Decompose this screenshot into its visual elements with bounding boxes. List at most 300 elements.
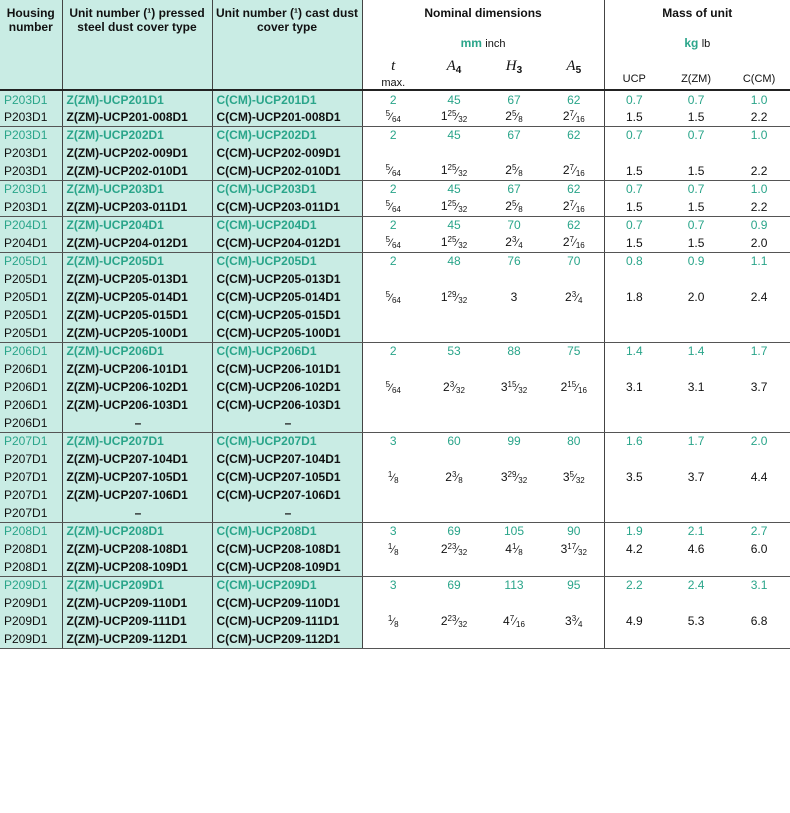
mass-zzm-cell: 3.7 bbox=[687, 470, 705, 484]
a4-header: $A_4$ bbox=[424, 58, 484, 90]
cast-unit-cell: C(CM)-UCP208-108D1 bbox=[212, 540, 362, 558]
h3-cell bbox=[484, 594, 544, 612]
cast-unit-cell: C(CM)-UCP206-103D1 bbox=[212, 396, 362, 414]
a5-cell: 3$^3$⁄4 bbox=[544, 612, 604, 630]
table-row bbox=[0, 180, 790, 198]
a4-cell bbox=[424, 450, 484, 468]
mass-zzm-cell: 2.4 bbox=[687, 578, 705, 593]
t-cell: 2 bbox=[389, 128, 397, 143]
mass-ccm-cell bbox=[728, 306, 790, 324]
mass-zzm-cell: 1.5 bbox=[664, 108, 728, 126]
h3-cell: 67 bbox=[507, 128, 521, 143]
cast-unit-cell: C(CM)-UCP204D1 bbox=[212, 216, 362, 234]
table-row bbox=[0, 252, 790, 270]
t-cell bbox=[362, 360, 424, 378]
pressed-unit-cell: Z(ZM)-UCP209-111D1 bbox=[62, 612, 212, 630]
mass-zzm-cell bbox=[664, 414, 728, 432]
h3-cell: 2$^5$⁄8 bbox=[484, 108, 544, 126]
pressed-unit-cell: Z(ZM)-UCP205D1 bbox=[62, 252, 212, 270]
a4-cell bbox=[424, 414, 484, 432]
housing-cell: P205D1 bbox=[0, 288, 62, 306]
t-cell: $^1$⁄8 bbox=[387, 541, 399, 557]
cast-unit-cell: C(CM)-UCP205-015D1 bbox=[212, 306, 362, 324]
a5-cell: 62 bbox=[544, 180, 604, 198]
h3-cell: 2$^5$⁄8 bbox=[484, 162, 544, 180]
mass-ucp-cell bbox=[604, 396, 664, 414]
h3-cell bbox=[484, 558, 544, 576]
a4-cell bbox=[424, 360, 484, 378]
table-row bbox=[0, 306, 790, 324]
cast-unit-cell: C(CM)-UCP206-101D1 bbox=[212, 360, 362, 378]
t-cell bbox=[362, 270, 424, 288]
mass-ccm-cell: 3.1 bbox=[750, 578, 768, 593]
unit-lb: lb bbox=[701, 38, 711, 50]
a4-cell: 69 bbox=[447, 578, 461, 593]
housing-cell: P209D1 bbox=[0, 630, 62, 648]
pressed-unit-cell: – bbox=[62, 504, 212, 522]
table-row bbox=[0, 270, 790, 288]
mass-zzm-cell bbox=[664, 558, 728, 576]
table-row bbox=[0, 468, 790, 486]
pressed-unit-cell: Z(ZM)-UCP205-015D1 bbox=[62, 306, 212, 324]
h3-cell bbox=[484, 324, 544, 342]
mass-ucp-cell bbox=[604, 144, 664, 162]
mass-ccm-cell bbox=[728, 558, 790, 576]
mass-of-unit-header: Mass of unit bbox=[662, 6, 733, 20]
housing-cell: P209D1 bbox=[0, 594, 62, 612]
mass-zzm-cell: 0.9 bbox=[687, 254, 705, 269]
cast-unit-cell: C(CM)-UCP207-106D1 bbox=[212, 486, 362, 504]
a4-cell: 60 bbox=[447, 434, 461, 449]
mass-zzm-cell: 0.7 bbox=[687, 218, 705, 233]
mass-ccm-cell: 4.4 bbox=[750, 470, 768, 484]
nominal-dimensions-header: Nominal dimensions bbox=[362, 0, 604, 32]
a5-cell bbox=[544, 594, 604, 612]
a4-cell bbox=[424, 504, 484, 522]
pressed-unit-cell: Z(ZM)-UCP202-009D1 bbox=[62, 144, 212, 162]
mass-ucp-cell bbox=[604, 450, 664, 468]
t-header: t max. bbox=[362, 58, 424, 90]
mass-zzm-cell: 0.7 bbox=[687, 92, 705, 107]
a4-cell bbox=[424, 324, 484, 342]
mass-ucp-cell: 1.5 bbox=[604, 162, 664, 180]
h3-cell bbox=[484, 396, 544, 414]
mass-zzm-cell bbox=[664, 504, 728, 522]
a5-cell bbox=[544, 324, 604, 342]
cast-unit-cell: C(CM)-UCP202-010D1 bbox=[212, 162, 362, 180]
h3-cell: 70 bbox=[507, 218, 521, 233]
housing-cell: P206D1 bbox=[0, 360, 62, 378]
mass-zzm-cell: 0.7 bbox=[687, 128, 705, 143]
cast-unit-cell: C(CM)-UCP203-011D1 bbox=[212, 198, 362, 216]
cast-unit-cell: C(CM)-UCP206D1 bbox=[212, 342, 362, 360]
h3-cell bbox=[484, 450, 544, 468]
mass-ccm-cell: 2.2 bbox=[728, 108, 790, 126]
mass-ucp-cell: 1.5 bbox=[604, 198, 664, 216]
housing-cell: P207D1 bbox=[0, 468, 62, 486]
a4-cell bbox=[424, 558, 484, 576]
a5-cell bbox=[544, 504, 604, 522]
cast-unit-cell: C(CM)-UCP209D1 bbox=[212, 576, 362, 594]
t-cell: 2 bbox=[389, 218, 397, 233]
mass-zzm-cell: 4.6 bbox=[687, 542, 705, 556]
mass-zzm-cell bbox=[664, 306, 728, 324]
a5-cell bbox=[544, 450, 604, 468]
housing-cell: P203D1 bbox=[0, 144, 62, 162]
a5-cell: 2$^7$⁄16 bbox=[544, 198, 604, 216]
housing-cell: P203D1 bbox=[0, 126, 62, 144]
mass-ucp-cell bbox=[604, 270, 664, 288]
cast-unit-cell: C(CM)-UCP205-014D1 bbox=[212, 288, 362, 306]
housing-cell: P205D1 bbox=[0, 324, 62, 342]
pressed-unit-cell: Z(ZM)-UCP205-100D1 bbox=[62, 324, 212, 342]
mass-ucp-cell: 3.5 bbox=[625, 470, 643, 484]
mass-ccm-cell bbox=[728, 504, 790, 522]
a4-cell: 2$^3$⁄32 bbox=[443, 379, 465, 395]
pressed-unit-cell: Z(ZM)-UCP201D1 bbox=[62, 90, 212, 108]
a5-cell: 2$^3$⁄4 bbox=[544, 288, 604, 306]
a5-cell: 2$^7$⁄16 bbox=[544, 162, 604, 180]
t-cell: 2 bbox=[389, 254, 397, 269]
mass-ccm-cell: 1.7 bbox=[750, 344, 768, 359]
table-row bbox=[0, 144, 790, 162]
h3-cell: 76 bbox=[507, 254, 521, 269]
a5-header: $A_5$ bbox=[544, 58, 604, 90]
h3-cell bbox=[484, 360, 544, 378]
t-cell bbox=[362, 414, 424, 432]
mass-ccm-cell: 2.4 bbox=[750, 290, 768, 304]
h3-cell bbox=[484, 270, 544, 288]
pressed-unit-cell: Z(ZM)-UCP204-012D1 bbox=[62, 234, 212, 252]
a5-cell: 2$^{15}$⁄16 bbox=[544, 378, 604, 396]
mass-ucp-cell: 3.1 bbox=[625, 380, 643, 394]
mass-ucp-cell bbox=[604, 504, 664, 522]
housing-cell: P205D1 bbox=[0, 252, 62, 270]
pressed-unit-cell: Z(ZM)-UCP207-106D1 bbox=[62, 486, 212, 504]
table-row bbox=[0, 576, 790, 594]
mass-ucp-cell bbox=[604, 360, 664, 378]
t-cell: 2 bbox=[389, 92, 397, 107]
a4-cell: 2$^{23}$⁄32 bbox=[440, 613, 468, 629]
cast-unit-cell: C(CM)-UCP206-102D1 bbox=[212, 378, 362, 396]
a5-cell: 90 bbox=[544, 522, 604, 540]
a5-cell: 70 bbox=[544, 252, 604, 270]
mass-ucp-cell: 1.4 bbox=[625, 344, 643, 359]
table-row bbox=[0, 414, 790, 432]
table-row bbox=[0, 234, 790, 252]
t-cell bbox=[362, 558, 424, 576]
mass-ccm-cell: 3.7 bbox=[750, 380, 768, 394]
mass-zzm-cell: 1.7 bbox=[687, 434, 705, 449]
unit-inch: inch bbox=[485, 38, 506, 50]
cast-unit-cell: C(CM)-UCP203D1 bbox=[212, 180, 362, 198]
cast-unit-header: Unit number (¹) cast dust cover type bbox=[212, 0, 362, 90]
cast-unit-cell: C(CM)-UCP202D1 bbox=[212, 126, 362, 144]
mass-ccm-cell: 2.2 bbox=[728, 198, 790, 216]
mass-ccm-cell: 2.2 bbox=[728, 162, 790, 180]
table-row bbox=[0, 216, 790, 234]
a5-cell bbox=[544, 306, 604, 324]
mass-ccm-cell bbox=[728, 324, 790, 342]
pressed-unit-cell: Z(ZM)-UCP203D1 bbox=[62, 180, 212, 198]
cast-unit-cell: C(CM)-UCP207D1 bbox=[212, 432, 362, 450]
t-cell: 3 bbox=[389, 434, 397, 449]
table-row bbox=[0, 342, 790, 360]
housing-cell: P208D1 bbox=[0, 522, 62, 540]
a4-cell: 1$^{25}$⁄32 bbox=[424, 108, 484, 126]
a5-cell: 3$^{17}$⁄32 bbox=[544, 540, 604, 558]
t-cell bbox=[362, 324, 424, 342]
t-cell: 2 bbox=[389, 182, 397, 197]
mass-ccm-cell: 1.0 bbox=[750, 182, 768, 197]
mass-zzm-cell bbox=[664, 270, 728, 288]
a5-cell bbox=[544, 486, 604, 504]
housing-number-header: Housing number bbox=[0, 0, 62, 90]
housing-cell: P206D1 bbox=[0, 378, 62, 396]
table-row bbox=[0, 594, 790, 612]
pressed-unit-cell: – bbox=[62, 414, 212, 432]
t-cell: $^1$⁄8 bbox=[387, 613, 399, 629]
mass-ucp-cell bbox=[604, 486, 664, 504]
table-row bbox=[0, 378, 790, 396]
pressed-unit-cell: Z(ZM)-UCP207D1 bbox=[62, 432, 212, 450]
pressed-steel-unit-header: Unit number (¹) pressed steel dust cover type bbox=[62, 0, 212, 90]
a4-cell: 53 bbox=[447, 344, 461, 359]
unit-kg: kg bbox=[684, 36, 699, 50]
a4-cell: 45 bbox=[447, 128, 461, 143]
h3-cell bbox=[484, 630, 544, 648]
mass-zzm-cell bbox=[664, 450, 728, 468]
mass-ccm-cell: 1.1 bbox=[750, 254, 768, 269]
mass-zzm-cell: 1.4 bbox=[687, 344, 705, 359]
t-cell: $^5$⁄64 bbox=[385, 289, 401, 305]
mass-zzm-cell: 2.0 bbox=[687, 290, 705, 304]
unit-mm: mm bbox=[460, 36, 482, 50]
dimension-units bbox=[362, 32, 604, 58]
zzm-header: Z(ZM) bbox=[664, 58, 728, 90]
h3-cell bbox=[484, 504, 544, 522]
t-cell: $^5$⁄64 bbox=[362, 162, 424, 180]
table-row bbox=[0, 450, 790, 468]
mass-ucp-cell: 0.7 bbox=[625, 218, 643, 233]
a5-cell: 80 bbox=[544, 432, 604, 450]
housing-cell: P204D1 bbox=[0, 216, 62, 234]
cast-unit-cell: C(CM)-UCP208-109D1 bbox=[212, 558, 362, 576]
h3-cell: 67 bbox=[507, 92, 521, 107]
t-cell bbox=[362, 450, 424, 468]
t-cell: 3 bbox=[389, 524, 397, 539]
cast-unit-cell: C(CM)-UCP209-110D1 bbox=[212, 594, 362, 612]
mass-ucp-cell bbox=[604, 594, 664, 612]
mass-zzm-cell bbox=[664, 594, 728, 612]
cast-unit-cell: – bbox=[212, 504, 362, 522]
a5-cell: 2$^7$⁄16 bbox=[544, 108, 604, 126]
h3-cell bbox=[484, 486, 544, 504]
h3-cell bbox=[484, 144, 544, 162]
h3-cell: 3$^{15}$⁄32 bbox=[500, 379, 528, 395]
table-row bbox=[0, 504, 790, 522]
t-cell: $^5$⁄64 bbox=[385, 379, 401, 395]
mass-ccm-cell: 2.7 bbox=[750, 524, 768, 539]
h3-cell: 4$^7$⁄16 bbox=[503, 613, 525, 629]
pressed-unit-cell: Z(ZM)-UCP205-014D1 bbox=[62, 288, 212, 306]
a4-cell: 45 bbox=[447, 92, 461, 107]
mass-ccm-cell: 0.9 bbox=[750, 218, 768, 233]
mass-units bbox=[604, 32, 790, 58]
t-cell: $^5$⁄64 bbox=[362, 234, 424, 252]
table-row bbox=[0, 612, 790, 630]
mass-ccm-cell: 1.0 bbox=[750, 92, 768, 107]
mass-zzm-cell bbox=[664, 324, 728, 342]
a5-cell bbox=[544, 360, 604, 378]
t-cell: $^1$⁄8 bbox=[387, 469, 399, 485]
mass-ccm-cell: 1.0 bbox=[750, 128, 768, 143]
h3-cell: 113 bbox=[504, 578, 524, 593]
pressed-unit-cell: Z(ZM)-UCP209-112D1 bbox=[62, 630, 212, 648]
pressed-unit-cell: Z(ZM)-UCP208-109D1 bbox=[62, 558, 212, 576]
pressed-unit-cell: Z(ZM)-UCP206D1 bbox=[62, 342, 212, 360]
mass-ccm-cell bbox=[728, 486, 790, 504]
a5-cell bbox=[544, 144, 604, 162]
mass-zzm-cell: 0.7 bbox=[687, 182, 705, 197]
ucp-header: UCP bbox=[604, 58, 664, 90]
t-cell: 2 bbox=[389, 344, 397, 359]
h3-cell bbox=[484, 306, 544, 324]
housing-cell: P206D1 bbox=[0, 396, 62, 414]
h3-cell: 99 bbox=[507, 434, 521, 449]
pressed-unit-cell: Z(ZM)-UCP206-101D1 bbox=[62, 360, 212, 378]
cast-unit-cell: – bbox=[212, 414, 362, 432]
a4-cell bbox=[424, 486, 484, 504]
cast-unit-cell: C(CM)-UCP209-111D1 bbox=[212, 612, 362, 630]
mass-ucp-cell bbox=[604, 558, 664, 576]
a5-cell: 75 bbox=[544, 342, 604, 360]
housing-cell: P207D1 bbox=[0, 504, 62, 522]
mass-ucp-cell: 1.9 bbox=[625, 524, 643, 539]
cast-unit-cell: C(CM)-UCP208D1 bbox=[212, 522, 362, 540]
mass-zzm-cell: 5.3 bbox=[687, 614, 705, 628]
housing-cell: P203D1 bbox=[0, 162, 62, 180]
a4-cell: 2$^3$⁄8 bbox=[445, 469, 463, 485]
a5-cell bbox=[544, 414, 604, 432]
mass-ucp-cell bbox=[604, 630, 664, 648]
a4-cell: 45 bbox=[447, 218, 461, 233]
pressed-unit-cell: Z(ZM)-UCP207-105D1 bbox=[62, 468, 212, 486]
mass-zzm-cell bbox=[664, 360, 728, 378]
housing-cell: P206D1 bbox=[0, 414, 62, 432]
a4-cell bbox=[424, 270, 484, 288]
a4-cell bbox=[424, 630, 484, 648]
a4-cell bbox=[424, 396, 484, 414]
h3-cell: 2$^5$⁄8 bbox=[484, 198, 544, 216]
housing-cell: P203D1 bbox=[0, 180, 62, 198]
housing-cell: P209D1 bbox=[0, 576, 62, 594]
housing-cell: P203D1 bbox=[0, 198, 62, 216]
mass-ccm-cell bbox=[728, 360, 790, 378]
a4-cell bbox=[424, 594, 484, 612]
housing-cell: P208D1 bbox=[0, 558, 62, 576]
housing-cell: P206D1 bbox=[0, 342, 62, 360]
t-cell bbox=[362, 630, 424, 648]
t-cell: $^5$⁄64 bbox=[362, 108, 424, 126]
table-row bbox=[0, 162, 790, 180]
table-row bbox=[0, 432, 790, 450]
h3-cell: 88 bbox=[507, 344, 521, 359]
table-row bbox=[0, 198, 790, 216]
h3-cell: 4$^1$⁄8 bbox=[505, 541, 523, 557]
a5-cell bbox=[544, 396, 604, 414]
housing-cell: P204D1 bbox=[0, 234, 62, 252]
cast-unit-cell: C(CM)-UCP201-008D1 bbox=[212, 108, 362, 126]
table-row bbox=[0, 540, 790, 558]
pressed-unit-cell: Z(ZM)-UCP209D1 bbox=[62, 576, 212, 594]
t-cell bbox=[362, 396, 424, 414]
ccm-header: C(CM) bbox=[728, 58, 790, 90]
a5-cell: 95 bbox=[544, 576, 604, 594]
a5-cell: 62 bbox=[544, 216, 604, 234]
mass-ucp-cell: 1.5 bbox=[604, 234, 664, 252]
pressed-unit-cell: Z(ZM)-UCP202-010D1 bbox=[62, 162, 212, 180]
table-row bbox=[0, 360, 790, 378]
mass-ucp-cell: 2.2 bbox=[625, 578, 643, 593]
table-row bbox=[0, 396, 790, 414]
housing-cell: P207D1 bbox=[0, 486, 62, 504]
a4-cell bbox=[424, 144, 484, 162]
housing-cell: P205D1 bbox=[0, 306, 62, 324]
mass-ucp-cell bbox=[604, 306, 664, 324]
pressed-unit-cell: Z(ZM)-UCP201-008D1 bbox=[62, 108, 212, 126]
t-cell bbox=[362, 504, 424, 522]
table-row bbox=[0, 558, 790, 576]
pressed-unit-cell: Z(ZM)-UCP206-103D1 bbox=[62, 396, 212, 414]
t-cell bbox=[362, 306, 424, 324]
a5-cell bbox=[544, 270, 604, 288]
a5-cell: 3$^5$⁄32 bbox=[544, 468, 604, 486]
mass-zzm-cell bbox=[664, 630, 728, 648]
mass-zzm-cell: 3.1 bbox=[687, 380, 705, 394]
a4-cell: 48 bbox=[447, 254, 461, 269]
housing-cell: P209D1 bbox=[0, 612, 62, 630]
t-cell bbox=[362, 144, 424, 162]
mass-ucp-cell bbox=[604, 414, 664, 432]
t-cell bbox=[362, 594, 424, 612]
mass-ucp-cell: 0.8 bbox=[625, 254, 643, 269]
pressed-unit-cell: Z(ZM)-UCP208-108D1 bbox=[62, 540, 212, 558]
pressed-unit-cell: Z(ZM)-UCP204D1 bbox=[62, 216, 212, 234]
table-row bbox=[0, 630, 790, 648]
mass-zzm-cell: 1.5 bbox=[664, 162, 728, 180]
h3-cell: 105 bbox=[503, 524, 525, 539]
table-row bbox=[0, 522, 790, 540]
mass-zzm-cell: 1.5 bbox=[664, 198, 728, 216]
t-cell bbox=[362, 486, 424, 504]
table-row bbox=[0, 288, 790, 306]
mass-zzm-cell bbox=[664, 486, 728, 504]
cast-unit-cell: C(CM)-UCP205D1 bbox=[212, 252, 362, 270]
housing-cell: P207D1 bbox=[0, 432, 62, 450]
mass-ucp-cell: 1.6 bbox=[625, 434, 643, 449]
a4-cell: 1$^{29}$⁄32 bbox=[440, 289, 468, 305]
t-cell: 3 bbox=[389, 578, 397, 593]
mass-ccm-cell bbox=[728, 630, 790, 648]
mass-ccm-cell bbox=[728, 414, 790, 432]
housing-cell: P208D1 bbox=[0, 540, 62, 558]
housing-cell: P205D1 bbox=[0, 270, 62, 288]
pressed-unit-cell: Z(ZM)-UCP206-102D1 bbox=[62, 378, 212, 396]
pressed-unit-cell: Z(ZM)-UCP209-110D1 bbox=[62, 594, 212, 612]
a5-cell: 2$^7$⁄16 bbox=[544, 234, 604, 252]
cast-unit-cell: C(CM)-UCP205-013D1 bbox=[212, 270, 362, 288]
